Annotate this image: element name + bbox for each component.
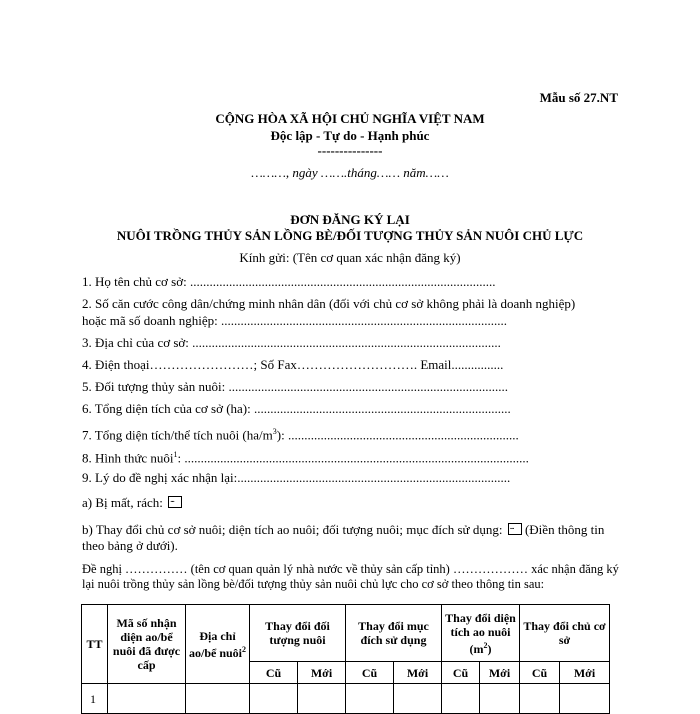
field-contact: 4. Điện thoại……………………; Số Fax………………………. Email................	[82, 357, 504, 372]
header-change-owner: Thay đổi chủ cơ sở	[520, 605, 610, 662]
field-total-area: 6. Tổng diện tích của cơ sở (ha): ...............................................................................	[82, 401, 511, 416]
table-cell[interactable]	[346, 684, 394, 714]
checkbox-changed[interactable]	[508, 523, 522, 535]
table-cell[interactable]	[520, 684, 560, 714]
field-farming-area: 7. Tổng diện tích/thể tích nuôi $(ha/m^3)$: .......................................................................	[82, 427, 519, 443]
subheader-old: Cũ	[442, 662, 480, 684]
national-motto: Độc lập - Tự do - Hạnh phúc	[270, 128, 430, 143]
table-cell[interactable]	[442, 684, 480, 714]
reason-changed: b) Thay đổi chủ cơ sở nuôi; diện tích ao nuôi; đối tượng nuôi; mục đích sử dụng: ... (Điền thông tin theo bảng ở dưới).	[82, 522, 622, 554]
table-row-number: 1	[82, 684, 108, 714]
header-change-species: Thay đổi đối tượng nuôi	[250, 605, 346, 662]
request-paragraph: Đề nghị …………… (tên cơ quan quản lý nhà nước về thủy sản cấp tỉnh) ……………… xác nhận đăng ký lại nuôi trồng thủy sản lồng bè/đối tượng thủy sản nuôi chủ lực cho cơ sở theo thông tin sau:	[82, 562, 619, 591]
subheader-new: Mới	[394, 662, 442, 684]
form-subtitle: NUÔI TRỒNG THỦY SẢN LỒNG BÈ/ĐỐI TƯỢNG THỦY SẢN NUÔI CHỦ LỰC	[116, 228, 584, 243]
date-line: ………, ngày …….tháng…… năm……	[251, 165, 449, 180]
subheader-old: Cũ	[250, 662, 298, 684]
field-id-number: 2. Số căn cước công dân/chứng minh nhân dân (đối với chủ cơ sở không phải là doanh nghiệp)	[82, 296, 576, 311]
header-pond-code: Mã số nhận diện ao/bể nuôi đã được cấp	[108, 605, 186, 684]
table-cell[interactable]	[250, 684, 298, 714]
field-farming-form: 8. Hình thức nuôi$^1$: ..........................................................................................................	[82, 450, 529, 466]
header-pond-address: Địa chỉ ao/bể nuôi$^2$	[186, 605, 250, 684]
subheader-old: Cũ	[520, 662, 560, 684]
table-cell[interactable]	[394, 684, 442, 714]
reason-lost-damaged: a) Bị mất, rách: ...	[82, 495, 622, 511]
field-business-code: hoặc mã số doanh nghiệp: ........................................................................................	[82, 313, 507, 328]
table-cell[interactable]	[108, 684, 186, 714]
header-change-area: Thay đổi diện tích ao nuôi $(m^2)$	[442, 605, 520, 662]
subheader-new: Mới	[560, 662, 610, 684]
change-table	[81, 604, 610, 714]
recipient-line: Kính gửi: (Tên cơ quan xác nhận đăng ký)	[239, 250, 461, 265]
subheader-new: Mới	[480, 662, 520, 684]
form-number: Mẫu số 27.NT	[539, 90, 618, 105]
header-separator: ---------------	[317, 143, 383, 158]
country-name: CỘNG HÒA XÃ HỘI CHỦ NGHĨA VIỆT NAM	[215, 111, 485, 126]
subheader-old: Cũ	[346, 662, 394, 684]
table-cell[interactable]	[480, 684, 520, 714]
subheader-new: Mới	[298, 662, 346, 684]
header-change-purpose: Thay đổi mục đích sử dụng	[346, 605, 442, 662]
form-title: ĐƠN ĐĂNG KÝ LẠI	[290, 212, 410, 227]
table-cell[interactable]	[560, 684, 610, 714]
field-reason: 9. Lý do đề nghị xác nhận lại:....................................................................................	[82, 470, 511, 485]
field-owner-name: 1. Họ tên chủ cơ sở: ..............................................................................................	[82, 274, 496, 289]
field-address: 3. Địa chỉ của cơ sở: ...............................................................................................	[82, 335, 501, 350]
table-cell[interactable]	[298, 684, 346, 714]
field-species: 5. Đối tượng thủy sản nuôi: ......................................................................................	[82, 379, 508, 394]
checkbox-lost[interactable]	[168, 496, 182, 508]
header-tt: TT	[82, 605, 108, 684]
table-cell[interactable]	[186, 684, 250, 714]
